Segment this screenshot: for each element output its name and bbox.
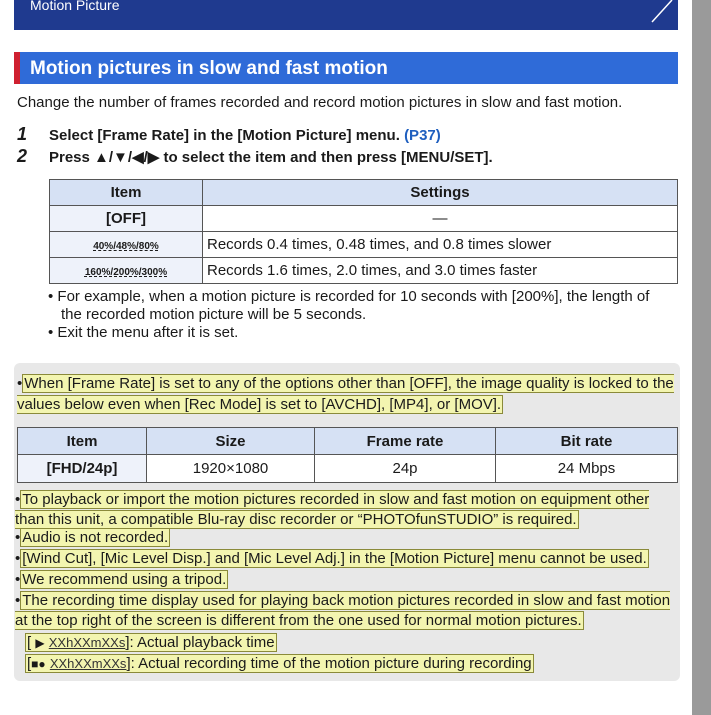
list-item: • For example, when a motion picture is recorded for 10 seconds with [200%], the length of the recorded motion picture will be 5 seconds. [48,288,650,323]
image-quality-table [17,427,678,483]
item-cell: [FHD/24p] [18,455,147,483]
tripod-note: • We recommend using a tripod. [15,571,227,588]
playback-note: • To playback or import the motion pictures recorded in slow and fast motion on equipment other than this unit, a compatible Blu-ray disc recorder or “PHOTOfunSTUDIO” is required. [15,491,650,528]
playback-time-item: [ ▶ XXhXXmXXs]: Actual playback time [27,634,275,651]
section-title: Motion pictures in slow and fast motion [30,58,388,79]
column-header: Settings [203,180,678,206]
note-text: We recommend using a tripod. [22,571,227,588]
note-text: Audio is not recorded. [22,529,169,546]
recording-time-line [25,654,534,674]
list-item: • Exit the menu after it is set. [48,324,239,341]
time-display-note: • The recording time display used for playing back motion pictures recorded in slow and fast motion at the top right of the screen is different from the one used for normal motion pictures. [15,592,671,629]
step-number: 1 [17,124,28,144]
column-header: Item [18,428,147,455]
note-text: The recording time display used for playing back motion pictures recorded in slow and fast motion at the top right of the screen is different from the one used for normal motion pictures. [15,592,671,629]
note-text: [Wind Cut], [Mic Level Disp.] and [Mic Level Adj.] in the [Motion Picture] menu cannot be used. [22,550,647,567]
step-1 [17,124,441,145]
example-bullets [48,288,673,342]
time-code: XXhXXmXXs [49,656,127,671]
fast-motion-icon: 160%/200%/300% [84,267,168,278]
column-header: Size [147,428,315,455]
scrollbar-track[interactable] [692,0,711,715]
step-text: Select [Frame Rate] in the [Motion Picture] menu. [49,127,400,144]
column-header: Frame rate [315,428,496,455]
playback-time-line [25,633,277,653]
frame-rate-settings-table [49,179,678,284]
frame-rate-cell: 24p [315,455,496,483]
item-cell: [OFF] [50,206,203,232]
chapter-banner [14,0,678,30]
note-text: To playback or import the motion pictures recorded in slow and fast motion on equipment other than this unit, a compatible Blu-ray disc recorder or “PHOTOfunSTUDIO” is required. [15,491,650,528]
setting-cell: Records 0.4 times, 0.48 times, and 0.8 times slower [203,232,678,258]
table-header-row [18,428,678,455]
column-header: Bit rate [496,428,678,455]
bit-rate-cell: 24 Mbps [496,455,678,483]
setting-cell: Records 1.6 times, 2.0 times, and 3.0 times faster [203,258,678,284]
table-row [50,232,678,258]
play-icon: ▶ [35,636,45,650]
step-number: 2 [17,146,28,166]
table-row [50,258,678,284]
note-text: When [Frame Rate] is set to any of the options other than [OFF], the image quality is locked to the values below even when [Rec Mode] is set to [AVCHD], [MP4], or [MOV]. [17,375,674,413]
item-cell [50,232,203,258]
camera-icon: ■● [31,657,46,671]
table-row [50,206,678,232]
audio-note: • Audio is not recorded. [15,529,169,546]
section-heading-bar [14,52,678,84]
recording-time-item: [■● XXhXXmXXs]: Actual recording time of the motion picture during recording [27,655,532,672]
table-header-row [50,180,678,206]
banner-corner-icon [642,0,678,30]
table-row [18,455,678,483]
column-header: Item [50,180,203,206]
setting-cell: — [203,206,678,232]
item-cell [50,258,203,284]
slow-motion-icon: 40%/48%/80% [93,241,159,252]
chapter-label: Motion Picture [30,0,120,13]
size-cell: 1920×1080 [147,455,315,483]
step-2 [17,146,493,167]
section-accent [14,52,20,84]
wind-note: • [Wind Cut], [Mic Level Disp.] and [Mic Level Adj.] in the [Motion Picture] menu cannot be used. [15,550,647,567]
page-reference-link[interactable]: (P37) [404,127,441,144]
time-code: XXhXXmXXs [48,635,126,650]
intro-text: Change the number of frames recorded and record motion pictures in slow and fast motion. [17,94,623,111]
step-text: Press ▲/▼/◀/▶ to select the item and then press [MENU/SET]. [49,149,493,166]
frame-rate-note: • When [Frame Rate] is set to any of the options other than [OFF], the image quality is locked to the values below even when [Rec Mode] is set to [AVCHD], [MP4], or [MOV]. [17,375,674,413]
